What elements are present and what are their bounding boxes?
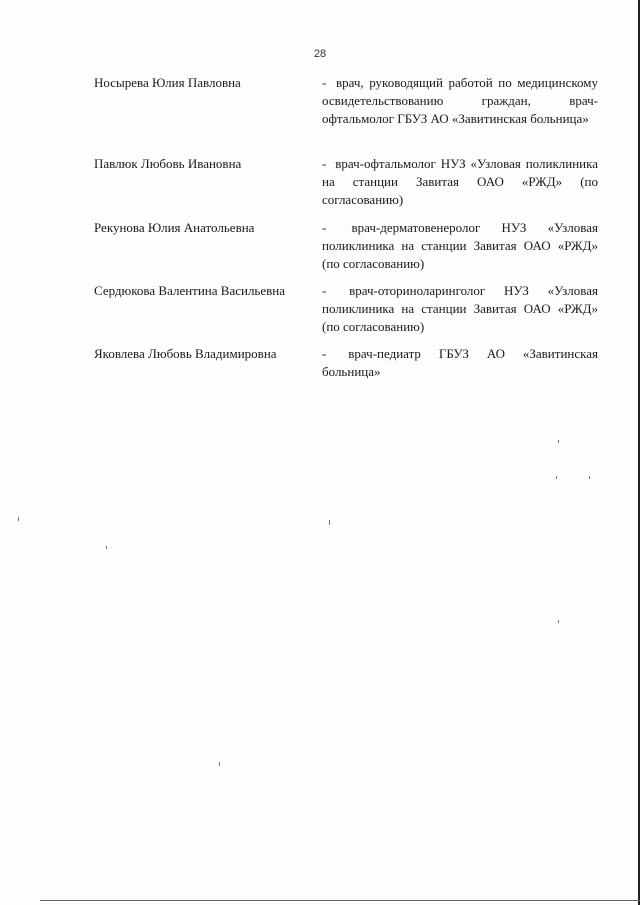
scan-speck [589, 476, 590, 479]
dash-separator: - [322, 156, 327, 171]
member-role [322, 345, 598, 381]
scan-speck [106, 546, 107, 549]
member-name: Яковлева Любовь Владимировна [94, 346, 277, 361]
member-role [322, 155, 598, 209]
scan-speck [329, 520, 330, 525]
member-role-text: врач-педиатр ГБУЗ АО «Завитинская больница» [322, 346, 598, 379]
member-role [322, 282, 598, 336]
member-name: Павлюк Любовь Ивановна [94, 156, 242, 171]
dash-separator: - [322, 220, 327, 235]
member-role [322, 74, 598, 128]
dash-separator: - [322, 75, 327, 90]
dash-separator: - [322, 346, 327, 361]
scan-edge-bottom [40, 900, 640, 901]
scan-speck [558, 440, 559, 443]
member-role-text: врач-дерматовенеролог НУЗ «Узловая поликлиника на станции Завитая ОАО «РЖД» (по согласованию) [322, 220, 598, 271]
page-number: 28 [313, 48, 327, 60]
member-role-text: врач-офтальмолог НУЗ «Узловая поликлиника на станции Завитая ОАО «РЖД» (по согласованию) [322, 156, 599, 207]
scan-speck [219, 762, 220, 766]
member-role-text: врач, руководящий работой по медицинскому освидетельствованию граждан, врач-офтальмолог ГБУЗ АО «Завитинская больница» [322, 75, 599, 126]
dash-separator: - [322, 283, 327, 298]
member-name: Носырева Юлия Павловна [94, 75, 241, 90]
scan-speck [556, 476, 557, 479]
member-name: Сердюкова Валентина Васильевна [94, 283, 286, 298]
scan-speck [558, 620, 559, 623]
member-role-text: врач-оториноларинголог НУЗ «Узловая поликлиника на станции Завитая ОАО «РЖД» (по согласованию) [322, 283, 598, 334]
member-role [322, 219, 598, 273]
member-name: Рекунова Юлия Анатольевна [94, 220, 255, 235]
scan-speck [18, 517, 19, 521]
